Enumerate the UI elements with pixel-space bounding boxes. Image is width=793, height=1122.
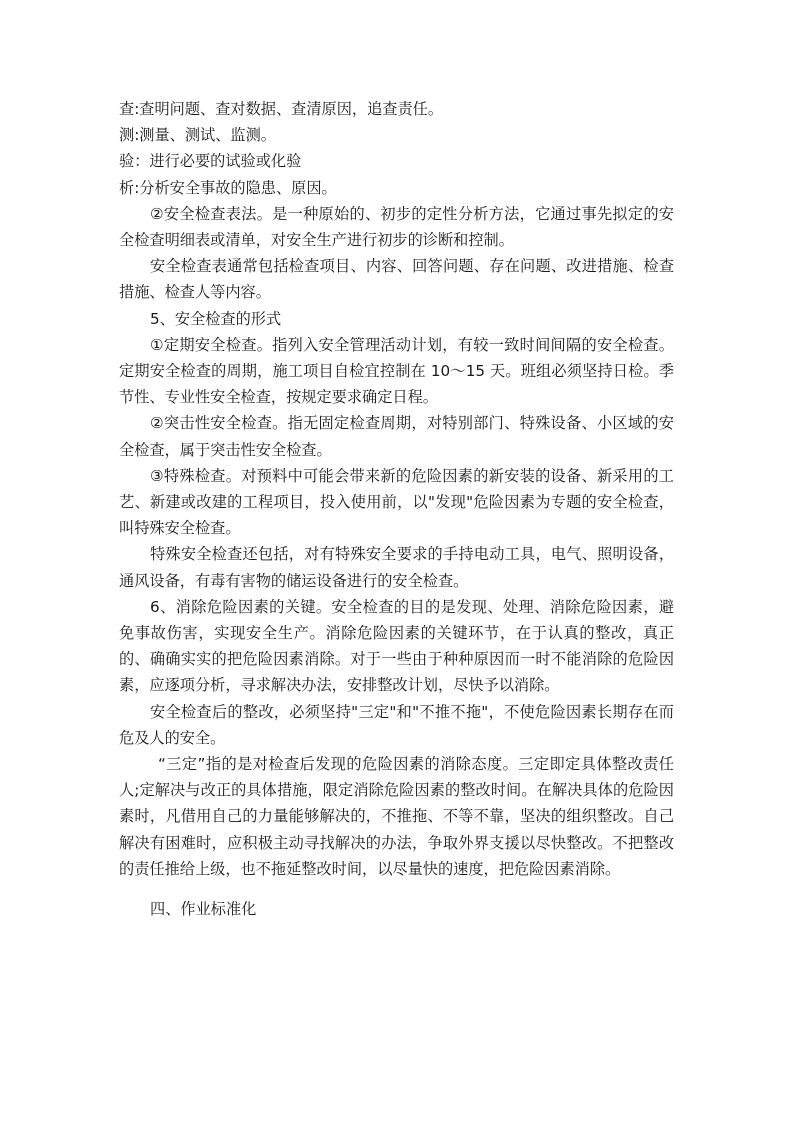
paragraph-periodic-inspection: ①定期安全检查。指列入安全管理活动计划，有较一致时间间隔的安全检查。定期安全检查的周期，施工项目自检宜控制在 10～15 天。班组必须坚持日检。季节性、专业性安全检查，按规定要求确定日程。 xyxy=(119,335,674,407)
paragraph-checklist-method: ②安全检查表法。是一种原始的、初步的定性分析方法，它通过事先拟定的安全检查明细表或清单，对安全生产进行初步的诊断和控制。 xyxy=(119,204,674,250)
document-body xyxy=(119,96,674,922)
paragraph-rectification: 安全检查后的整改，必须坚持"三定"和"不推不拖"，不使危险因素长期存在而危及人的安全。 xyxy=(119,702,674,747)
paragraph-check: 查:查明问题、查对数据、查清原因，追查责任。 xyxy=(119,100,444,118)
paragraph-checklist-contents: 安全检查表通常包括检查项目、内容、回答问题、存在问题、改进措施、检查措施、检查人等内容。 xyxy=(119,257,674,302)
paragraph-surprise-inspection: ②突击性安全检查。指无固定检查周期，对特别部门、特殊设备、小区域的安全检查，属于突击性安全检查。 xyxy=(119,414,674,459)
paragraph-three-fixed: “三定”指的是对检查后发现的危险因素的消除态度。三定即定具体整改责任人;定解决与改正的具体措施，限定消除危险因素的整改时间。在解决具体的危险因素时，凡借用自己的力量能够解决的，不推拖、不等不靠，坚决的组织整改。自己解决有困难时，应积极主动寻找解决的办法，争取外界支援以尽快整改。不把整改的责任推给上级，也不拖延整改时间，以尽量快的速度，把危险因素消除。 xyxy=(119,755,674,878)
section-heading-standardization: 四、作业标准化 xyxy=(150,900,257,919)
section-heading-inspection-forms: 5、安全检查的形式 xyxy=(150,309,282,328)
paragraph-analyze: 析:分析安全事故的隐患、原因。 xyxy=(119,178,337,197)
paragraph-special-inspection: ③特殊检查。对预料中可能会带来新的危险因素的新安装的设备、新采用的工艺、新建或改建的工程项目，投入使用前，以"发现"危险因素为专题的安全检查，叫特殊安全检查。 xyxy=(119,466,674,538)
paragraph-special-inspection-scope: 特殊安全检查还包括，对有特殊安全要求的手持电动工具，电气、照明设备，通风设备，有毒有害物的储运设备进行的安全检查。 xyxy=(119,545,674,590)
paragraph-measure: 测:测量、测试、监测。 xyxy=(119,126,276,145)
paragraph-verify: 验：进行必要的试验或化验 xyxy=(119,152,302,171)
paragraph-eliminate-hazards: 6、消除危险因素的关键。安全检查的目的是发现、处理、消除危险因素，避免事故伤害，实现安全生产。消除危险因素的关键环节，在于认真的整改，真正的、确确实实的把危险因素消除。对于一些由于种种原因而一时不能消除的危险因素，应逐项分析，寻求解决办法，安排整改计划，尽快予以消除。 xyxy=(119,597,674,695)
